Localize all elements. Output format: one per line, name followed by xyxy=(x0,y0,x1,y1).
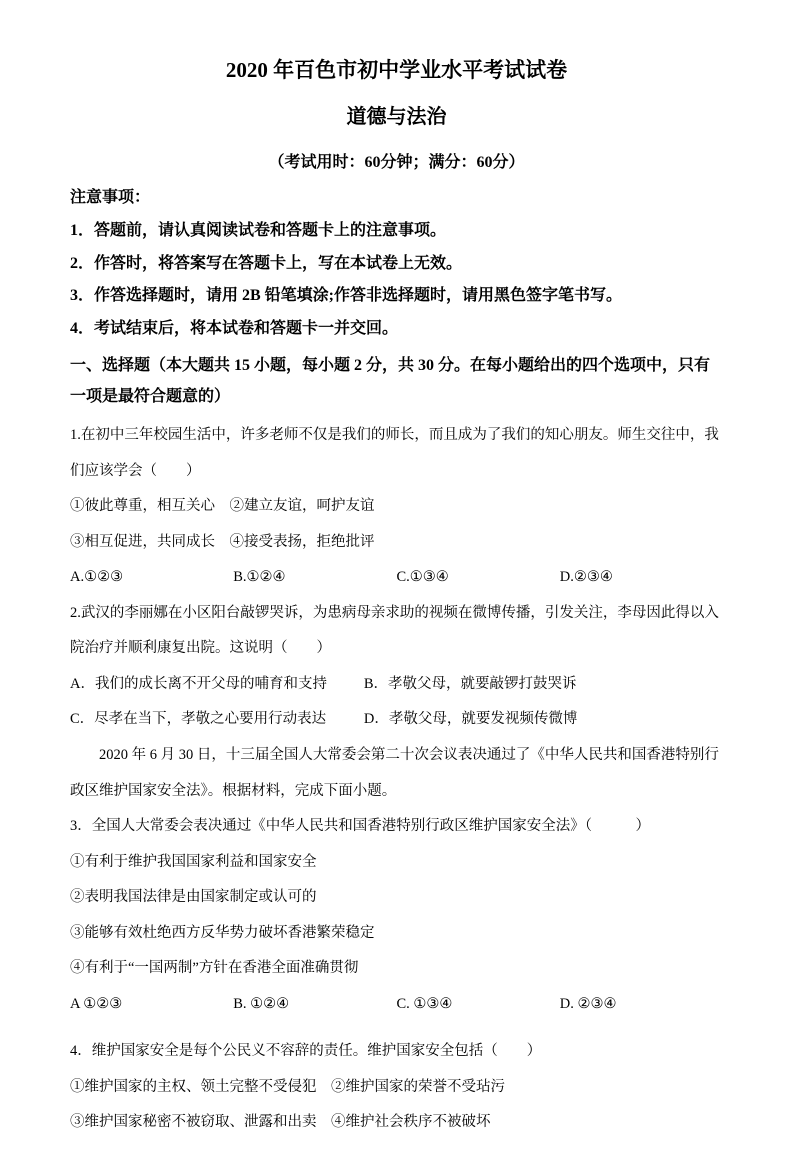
notice-heading: 注意事项： xyxy=(70,189,151,206)
question-1 xyxy=(70,418,723,596)
section-heading: 一、选择题（本大题共 15 小题，每小题 2 分，共 30 分。在每小题给出的四个选项中，只有一项是最符合题意的） xyxy=(70,356,711,406)
option-line: ③相互促进，共同成长 ④接受表扬，拒绝批评 xyxy=(70,533,375,550)
choice-c: C. ①③④ xyxy=(396,995,453,1012)
option-line: ①维护国家的主权、领土完整不受侵犯 ②维护国家的荣誉不受玷污 xyxy=(70,1078,505,1095)
notice-item-3: 3．作答选择题时，请用 2B 铅笔填涂;作答非选择题时，请用黑色签字笔书写。 xyxy=(70,287,623,305)
option-line: ④有利于“一国两制”方针在香港全面准确贯彻 xyxy=(70,960,359,977)
option-line: ①有利于维护我国国家利益和国家安全 xyxy=(70,853,317,870)
option-line: ①彼此尊重，相互关心 ②建立友谊，呵护友谊 xyxy=(70,498,375,515)
choice-a: A ①②③ xyxy=(70,995,123,1012)
option-line: ③能够有效杜绝西方反华势力破坏香港繁荣稳定 xyxy=(70,924,375,941)
choice-c: C．尽孝在当下，孝敬之心要用行动表达 xyxy=(70,711,327,728)
notice-item-1: 1．答题前，请认真阅读试卷和答题卡上的注意事项。 xyxy=(70,221,447,239)
option-line: ③维护国家秘密不被窃取、泄露和出卖 ④维护社会秩序不被破坏 xyxy=(70,1114,491,1131)
notice-item-4: 4．考试结束后，将本试卷和答题卡一并交回。 xyxy=(70,320,399,338)
choice-c: C.①③④ xyxy=(396,569,449,586)
notice-item-2: 2．作答时，将答案写在答题卡上，写在本试卷上无效。 xyxy=(70,254,463,272)
question-3 xyxy=(70,809,723,1022)
exam-subject: 道德与法治 xyxy=(346,106,447,128)
question-stem: 3．全国人大常委会表决通过《中华人民共和国香港特别行政区维护国家安全法》（ ） xyxy=(70,818,650,835)
choice-a: A.①②③ xyxy=(70,569,124,586)
answer-choices-row xyxy=(70,702,723,738)
choice-b: B. ①②④ xyxy=(233,995,290,1012)
choice-b: B．孝敬父母，就要敲锣打鼓哭诉 xyxy=(363,675,577,692)
question-stem: 1.在初中三年校园生活中，许多老师不仅是我们的师长，而且成为了我们的知心朋友。师生交往中，我们应该学会（ ） xyxy=(70,427,719,479)
choice-d: D. ②③④ xyxy=(559,995,617,1012)
choice-d: D．孝敬父母，就要发视频传微博 xyxy=(363,711,578,728)
question-stem: 4．维护国家安全是每个公民义不容辞的责任。维护国家安全包括（ ） xyxy=(70,1043,542,1060)
exam-title: 2020 年百色市初中学业水平考试试卷 xyxy=(225,58,568,82)
choice-a: A．我们的成长离不开父母的哺育和支持 xyxy=(70,675,327,692)
answer-choices-row xyxy=(70,667,723,703)
exam-info: （考试用时：60分钟；满分：60分） xyxy=(268,154,525,171)
material-paragraph: 2020 年 6 月 30 日，十三届全国人大常委会第二十次会议表决通过了《中华人民共和国香港特别行政区维护国家安全法》。根据材料，完成下面小题。 xyxy=(70,747,719,799)
choice-b: B.①②④ xyxy=(233,569,286,586)
option-line: ②表明我国法律是由国家制定或认可的 xyxy=(70,889,317,906)
answer-choices-row xyxy=(70,987,723,1023)
question-stem: 2.武汉的李丽娜在小区阳台敲锣哭诉，为患病母亲求助的视频在微博传播，引发关注，李母因此得以入院治疗并顺利康复出院。这说明（ ） xyxy=(70,604,719,657)
question-2 xyxy=(70,596,723,738)
choice-d: D.②③④ xyxy=(559,569,613,586)
answer-choices-row xyxy=(70,560,723,596)
question-4 xyxy=(70,1034,723,1141)
